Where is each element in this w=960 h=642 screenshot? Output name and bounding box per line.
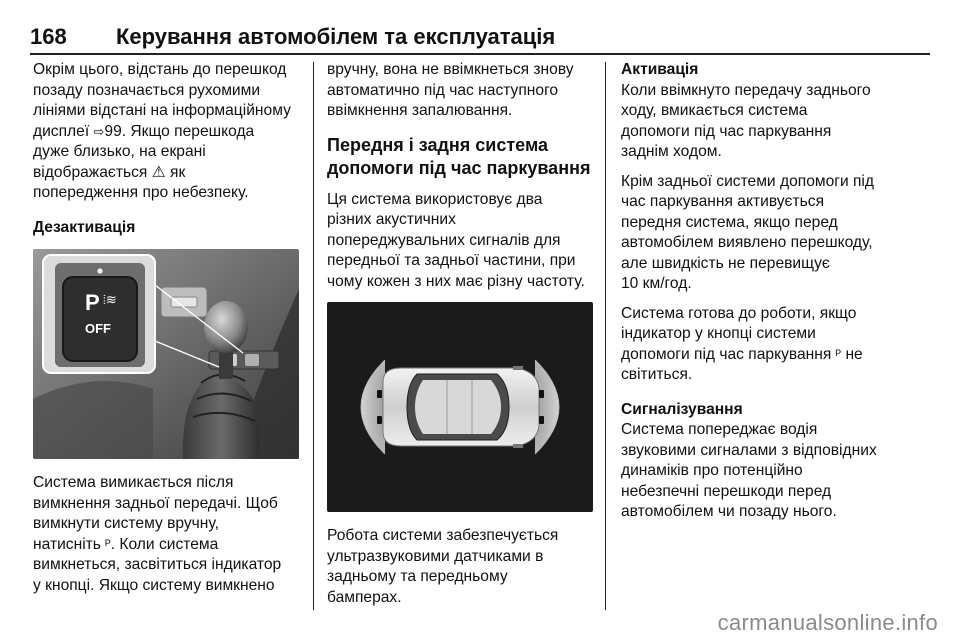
caption-line: задньому та передньому [327,568,508,585]
text-line: різних акустичних [327,211,456,228]
car-top-view-illustration [327,302,593,512]
text-line: Окрім цього, відстань до перешкод [33,61,287,78]
text-line: звуковими сигналами з відповідних [621,441,877,459]
caption-line: бамперах. [327,588,402,606]
text-line: ходу, вмикається система [621,102,808,119]
text-line: Система попереджає водія [621,421,818,438]
activation-heading: Активація [621,61,699,78]
sensor-zones-figure [327,302,593,512]
header-divider [30,53,930,55]
watermark: carmanualsonline.info [717,610,938,635]
text-line: лініями відстані на інформаційному [33,102,291,119]
park-button-icon: ᴾ [105,536,111,552]
text-line: відображається ⚠ як [33,163,186,181]
text-line: Крім задньої системи допомоги під [621,172,874,190]
text-line: у кнопці. Якщо систему вимкнено [33,576,275,594]
text-line: попереджувальних сигналів для [327,231,561,249]
text-line: вимкнути систему вручну, [33,515,219,532]
parking-waves-icon: ⦙≋ [103,292,117,307]
off-label: OFF [85,321,111,336]
text-line: Ця система використовує два [327,190,543,208]
text-line: небезпечні перешкоди перед [621,482,832,500]
text-line: передня система, якщо перед [621,213,838,231]
caption-line: Робота системи забезпечується [327,527,559,544]
text-line: вручну, вона не ввімкнеться знову [327,61,574,78]
page-number: 168 [30,24,67,49]
page-ref-icon: ⇨ [93,123,105,139]
text-line: попередження про небезпеку. [33,184,249,201]
signal-heading: Сигналізування [621,400,743,418]
park-button-icon: ᴾ [835,346,842,362]
text-line: вимкнення задньої передачі. Щоб [33,494,278,512]
caption-line: ультразвуковими датчиками в [327,547,544,565]
text-line: ввімкнення запалювання. [327,102,513,119]
column-3 [621,60,891,523]
text-line: автомобілем чи позаду нього. [621,503,837,520]
deactivation-heading: Дезактивація [33,218,136,236]
park-button-label: P [85,290,100,315]
text-line: позаду позначається рухомими [33,81,261,99]
text-line: індикатор у кнопці системи [621,325,816,342]
text-line: заднім ходом. [621,143,722,160]
section-heading: Передня і задня система [327,134,549,155]
text-line: чому кожен з них має різну частоту. [327,272,585,290]
text-line: Система готова до роботи, якщо [621,304,857,322]
text-line: але швидкість не перевищує [621,254,830,272]
text-line: світиться. [621,366,693,383]
text-line: час паркування активується [621,193,825,210]
text-line: Система вимикається після [33,474,234,491]
text-line: натисніть ᴾ. Коли система [33,535,219,553]
text-line: допомоги під час паркування ᴾ не [621,345,863,363]
text-line: автомобілем виявлено перешкоду, [621,234,873,251]
text-line: вимкнеться, засвітиться індикатор [33,556,282,573]
text-line: допомоги під час паркування [621,122,832,140]
text-line: передньої та задньої частини, при [327,252,576,269]
warning-icon: ⚠ [151,163,166,181]
text-line: дисплеї ⇨99. Якщо перешкода [33,122,255,140]
text-line: автоматично під час наступного [327,81,559,99]
text-line: динаміків про потенційно [621,462,803,479]
column-2 [327,60,595,608]
column-divider-2 [605,62,606,610]
text-line: Коли ввімкнуто передачу заднього [621,81,871,99]
column-divider-1 [313,62,314,610]
column-1 [33,60,301,596]
text-line: 10 км/год. [621,275,692,292]
chapter-title: Керування автомобілем та експлуатація [116,24,556,49]
console-illustration [33,249,299,459]
parking-button-figure [33,249,299,459]
page-header [30,18,930,58]
text-line: дуже близько, на екрані [33,143,206,160]
section-heading: допомоги під час паркування [327,157,591,178]
